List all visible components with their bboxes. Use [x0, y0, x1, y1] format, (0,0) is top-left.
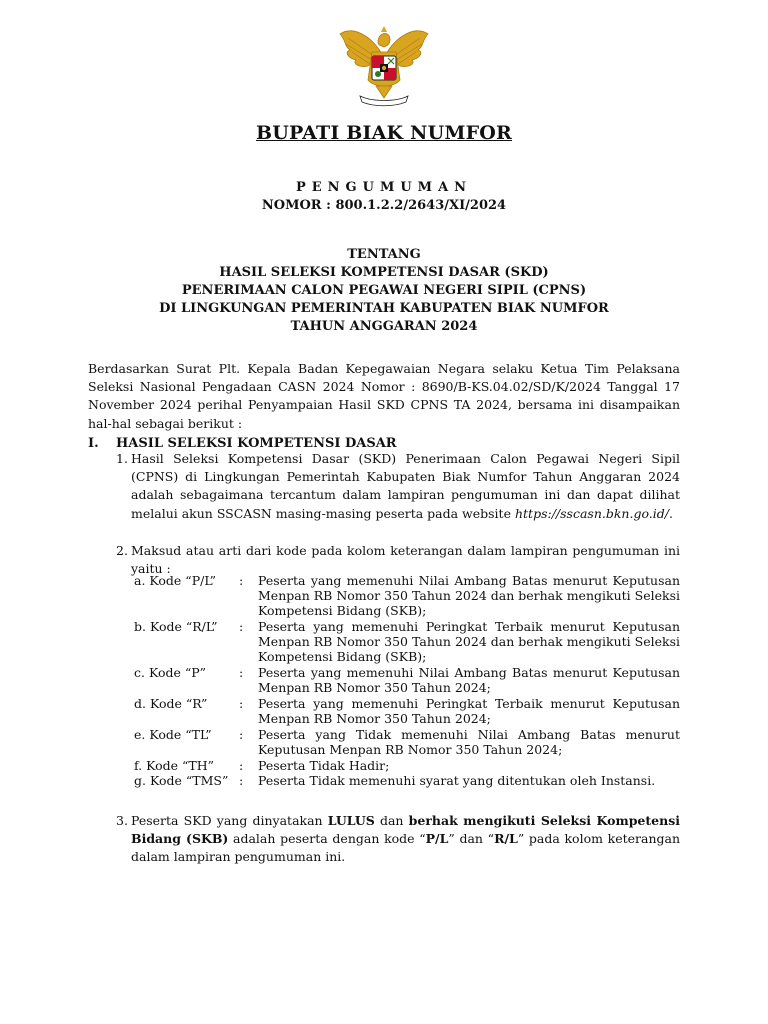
announcement-subject — [0, 246, 768, 336]
code-row — [134, 758, 680, 773]
code-colon: : — [239, 573, 244, 588]
code-description: Peserta Tidak Hadir; — [258, 758, 390, 773]
code-colon: : — [239, 665, 244, 680]
announcement-label: PENGUMUMAN — [295, 180, 473, 195]
text-run: ” dan “ — [448, 831, 495, 847]
code-description: Peserta yang memenuhi Nilai Ambang Batas menurut Keputusan Menpan RB Nomor 350 Tahun 2024 dan berhak mengikuti Seleksi Kompetensi Bidang (SKB); — [258, 573, 680, 619]
code-colon: : — [239, 773, 244, 788]
code-colon: : — [239, 696, 244, 711]
code-row — [134, 665, 680, 696]
code-label: c. Kode “P” — [134, 665, 207, 680]
item-end-punctuation: . — [668, 505, 673, 521]
code-row — [134, 696, 680, 727]
intro-paragraph: Berdasarkan Surat Plt. Kepala Badan Kepegawaian Negara selaku Ketua Tim Pelaksana Seleksi Nasional Pengadaan CASN 2024 Nomor : 8690/B-KS.04.02/SD/K/2024 Tanggal 17 November 2024 perihal Penyampaian Hasil SKD CPNS TA 2024, bersama ini disampaikan hal-hal sebagai berikut : — [88, 361, 680, 431]
section-heading — [88, 436, 397, 451]
list-item-3 — [116, 812, 680, 867]
code-colon: : — [239, 619, 244, 634]
code-label: g. Kode “TMS” — [134, 773, 229, 788]
code-label: f. Kode “TH” — [134, 758, 215, 773]
subject-line: HASIL SELEKSI KOMPETENSI DASAR (SKD) — [219, 265, 549, 280]
code-description: Peserta Tidak memenuhi syarat yang ditentukan oleh Instansi. — [258, 773, 656, 788]
section-title: HASIL SELEKSI KOMPETENSI DASAR — [116, 436, 397, 451]
bold-run: R/L — [494, 831, 518, 847]
code-row — [134, 573, 680, 619]
item-number: 1. — [116, 451, 128, 466]
code-row — [134, 727, 680, 758]
garuda-pancasila-emblem-icon — [334, 14, 434, 114]
organization-title: BUPATI BIAK NUMFOR — [255, 122, 513, 144]
subject-line: DI LINGKUNGAN PEMERINTAH KABUPATEN BIAK NUMFOR — [159, 301, 609, 316]
code-row — [134, 619, 680, 665]
code-row — [134, 773, 680, 804]
item-text: Maksud atau arti dari kode pada kolom keterangan dalam lampiran pengumuman ini yaitu : — [131, 543, 680, 577]
code-description: Peserta yang memenuhi Nilai Ambang Batas menurut Keputusan Menpan RB Nomor 350 Tahun 2024; — [258, 665, 680, 696]
text-run: Peserta SKD yang dinyatakan — [131, 813, 328, 828]
about-label: TENTANG — [347, 247, 421, 262]
text-run: ” pada kolom keterangan dalam lampiran pengumuman ini. — [131, 831, 681, 865]
code-label: a. Kode “P/L” — [134, 573, 217, 588]
code-description: Peserta yang Tidak memenuhi Nilai Ambang Batas menurut Keputusan Menpan RB Nomor 350 Tahun 2024; — [258, 727, 680, 758]
code-description: Peserta yang memenuhi Peringkat Terbaik menurut Keputusan Menpan RB Nomor 350 Tahun 2024; — [258, 696, 680, 727]
item-number: 3. — [116, 813, 128, 828]
list-item-1 — [116, 450, 680, 523]
bold-run: berhak mengikuti Seleksi Kompetensi Bidang (SKB) — [131, 813, 680, 847]
text-run: dan — [374, 813, 409, 828]
text-run: adalah peserta dengan kode “ — [228, 831, 426, 847]
bold-run: P/L — [425, 831, 449, 847]
code-label: b. Kode “R/L” — [134, 619, 218, 634]
code-label: e. Kode “TL” — [134, 727, 212, 742]
code-colon: : — [239, 727, 244, 742]
subject-line: TAHUN ANGGARAN 2024 — [290, 319, 478, 334]
subject-line: PENERIMAAN CALON PEGAWAI NEGERI SIPIL (CPNS) — [181, 283, 587, 298]
section-number: I. — [88, 436, 99, 451]
announcement-number: NOMOR : 800.1.2.2/2643/XI/2024 — [261, 198, 507, 213]
item-text: Hasil Seleksi Kompetensi Dasar (SKD) Penerimaan Calon Pegawai Negeri Sipil (CPNS) di Lingkungan Pemerintah Kabupaten Biak Numfor Tahun Anggaran 2024 adalah sebagaimana tercantum dalam lampiran pengumuman ini dan dapat dilihat melalui akun SSCASN masing-masing peserta pada website — [131, 451, 680, 521]
item-text — [131, 812, 680, 867]
website-link[interactable]: https://sscasn.bkn.go.id/ — [514, 505, 669, 521]
item-number: 2. — [116, 543, 128, 558]
code-colon: : — [239, 758, 244, 773]
code-label: d. Kode “R” — [134, 696, 208, 711]
code-description: Peserta yang memenuhi Peringkat Terbaik menurut Keputusan Menpan RB Nomor 350 Tahun 2024 dan berhak mengikuti Seleksi Kompetensi Bidang (SKB); — [258, 619, 680, 665]
code-list — [134, 573, 680, 804]
bold-run: LULUS — [327, 813, 375, 828]
